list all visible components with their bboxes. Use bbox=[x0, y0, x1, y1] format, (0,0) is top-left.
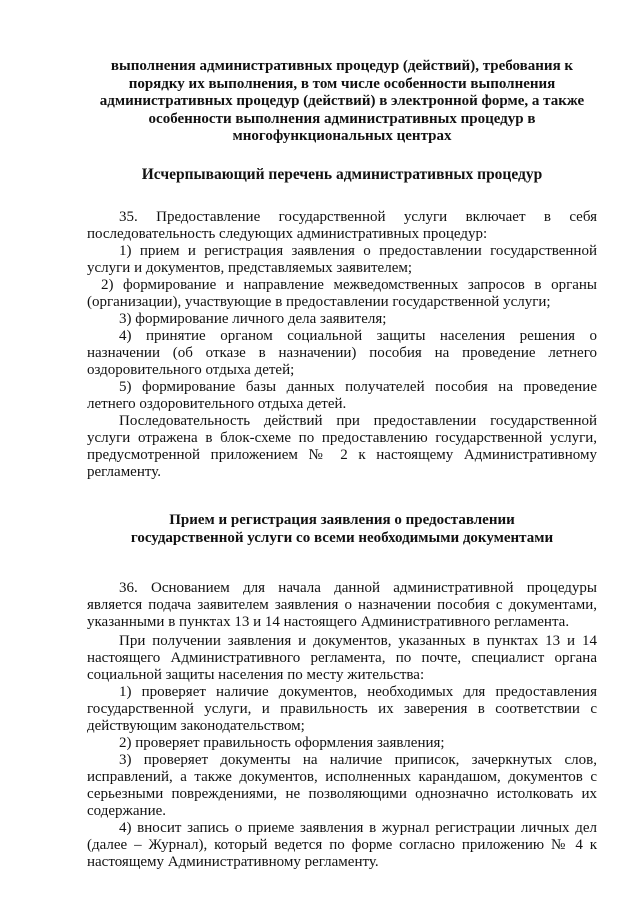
heading-procedures-list: Исчерпывающий перечень административных процедур bbox=[141, 165, 543, 183]
paragraph-35-item-3: 3) формирование личного дела заявителя; bbox=[119, 310, 387, 327]
heading-registration bbox=[87, 511, 597, 547]
paragraph-35-item-2: 2) формирование и направление межведомственных запросов в органы (организации), участвующие в предоставлении государственной услуги; bbox=[87, 276, 597, 310]
paragraph-36-item-2: 2) проверяет правильность оформления заявления; bbox=[119, 734, 445, 751]
paragraph-35-closing: Последовательность действий при предоставлении государственной услуги отражена в блок-схеме по предоставлению государственной услуги, предусмотренной приложением № 2 к настоящему Административному регламенту. bbox=[87, 412, 597, 480]
document-page bbox=[87, 58, 597, 871]
section-heading-continued: выполнения административных процедур (действий), требования к порядку их выполнения, в том числе особенности выполнения административных процедур (действий) в электронной форме, а также особенности выполнения административных процедур в многофункциональных центрах bbox=[99, 58, 585, 144]
heading-registration-line-2: государственной услуги со всеми необходимыми документами bbox=[130, 529, 554, 546]
paragraph-35-item-4: 4) принятие органом социальной защиты населения решения о назначении (об отказе в назначении) пособия на проведение летнего оздоровительного отдыха детей; bbox=[87, 327, 597, 378]
paragraph-36-item-4: 4) вносит запись о приеме заявления в журнал регистрации личных дел (далее – Журнал), который ведется по форме согласно приложению № 4 к настоящему Административному регламенту. bbox=[87, 819, 597, 870]
paragraph-36-intro: 36. Основанием для начала данной административной процедуры является подача заявителем заявления о назначении пособия с документами, указанными в пунктах 13 и 14 настоящего Административного регламента. bbox=[87, 579, 597, 630]
heading-registration-line-1: Прием и регистрация заявления о предоставлении bbox=[169, 511, 515, 528]
paragraph-35-intro: 35. Предоставление государственной услуги включает в себя последовательность следующих административных процедур: bbox=[87, 208, 597, 242]
paragraph-36-second: При получении заявления и документов, указанных в пунктах 13 и 14 настоящего Административного регламента, по почте, специалист органа социальной защиты населения по месту жительства: bbox=[87, 632, 597, 683]
paragraph-35-item-1: 1) прием и регистрация заявления о предоставлении государственной услуги и документов, представляемых заявителем; bbox=[87, 242, 597, 276]
paragraph-35-item-5: 5) формирование базы данных получателей пособия на проведение летнего оздоровительного отдыха детей. bbox=[87, 378, 597, 412]
paragraph-36-item-3: 3) проверяет документы на наличие приписок, зачеркнутых слов, исправлений, а также документов, исполненных карандашом, документов с серьезными повреждениями, не позволяющими однозначно истолковать их содержание. bbox=[87, 751, 597, 819]
paragraph-36-item-1: 1) проверяет наличие документов, необходимых для предоставления государственной услуги, и правильность их заверения в соответствии с действующим законодательством; bbox=[87, 683, 597, 734]
